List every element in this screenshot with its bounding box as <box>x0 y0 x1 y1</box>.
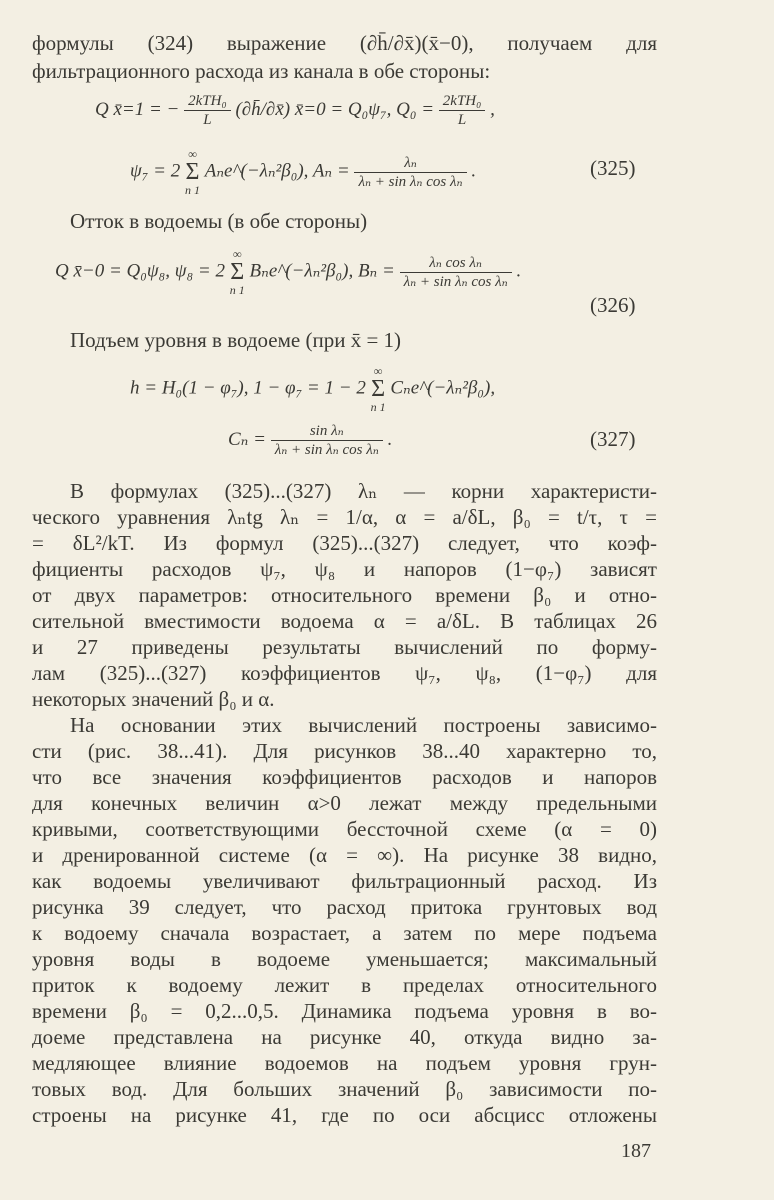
equation-h <box>130 365 495 413</box>
text-line: от двух параметров: относительного времени β₀ и отно- <box>32 583 657 607</box>
fraction <box>439 92 486 129</box>
text-line: кривыми, соответствующими бессточной схеме (α = 0) <box>32 817 657 841</box>
equation-part: Q x̄−0 = Q₀ψ₈, ψ₈ = 2 <box>55 260 226 282</box>
equation-part: Cₙ = <box>228 428 266 450</box>
page-number: 187 <box>621 1140 651 1162</box>
sum-lower-limit: n 1 <box>229 283 245 297</box>
text-line: времени β₀ = 0,2...0,5. Динамика подъема уровня в во- <box>32 999 657 1023</box>
equation-part: h = H₀(1 − φ₇), 1 − φ₇ = 1 − 2 <box>130 377 366 399</box>
sum-upper-limit: ∞ <box>373 364 383 378</box>
text-line: фильтрационного расхода из канала в обе стороны: <box>32 59 491 83</box>
equation-part: Q x̄=1 = − <box>95 98 180 120</box>
text-line: и 27 приведены результаты вычислений по форму- <box>32 635 657 659</box>
text-line: как водоемы увеличивают фильтрационный расход. Из <box>32 869 657 893</box>
sum-symbol: ∞ Σ n 1 <box>370 364 386 414</box>
fraction <box>184 92 231 129</box>
text-line: что все значения коэффициентов расходов и напоров <box>32 765 657 789</box>
fraction <box>271 422 383 459</box>
text-line: лам (325)...(327) коэффициентов ψ₇, ψ₈, (1−φ₇) для <box>32 661 657 685</box>
text-line: и дренированной системе (α = ∞). На рисунке 38 видно, <box>32 843 657 867</box>
fraction-denominator: λₙ + sin λₙ cos λₙ <box>271 440 383 459</box>
sum-symbol: ∞ Σ n 1 <box>229 247 245 297</box>
text-line: строены на рисунке 41, где по оси абсцисс отложены <box>32 1103 657 1127</box>
fraction <box>400 254 512 291</box>
equation-part: Bₙe^(−λₙ²β₀), Bₙ = <box>249 260 395 282</box>
equation-psi7 <box>130 148 476 196</box>
sum-upper-limit: ∞ <box>188 147 197 161</box>
text-line: ческого уравнения λₙtg λₙ = 1/α, α = a/δL, β₀ = t/τ, τ = <box>32 505 657 529</box>
sum-symbol: ∞ Σ n 1 <box>184 147 200 197</box>
fraction-denominator: L <box>184 110 231 129</box>
equation-psi8 <box>55 248 521 296</box>
text-line: рисунка 39 следует, что расход притока грунтовых вод <box>32 895 657 919</box>
text-line: формулы (324) выражение (∂h̄/∂x̄)(x̄−0), получаем для <box>32 31 657 55</box>
text-line: для конечных величин α>0 лежат между предельными <box>32 791 657 815</box>
text-line: В формулах (325)...(327) λₙ — корни характеристи- <box>70 479 657 503</box>
equation-number: (327) <box>590 427 636 451</box>
fraction-numerator: sin λₙ <box>309 423 344 439</box>
text-line: уровня воды в водоеме уменьшается; максимальный <box>32 947 657 971</box>
fraction-numerator: λₙ cos λₙ <box>429 254 482 271</box>
equation-number: (325) <box>590 156 636 180</box>
text-line: = δL²/kT. Из формул (325)...(327) следует, что коэф- <box>32 531 657 555</box>
sum-upper-limit: ∞ <box>232 247 242 261</box>
text-line: медляющее влияние водоемов на подъем уровня грун- <box>32 1051 657 1075</box>
equation-part: . <box>387 428 393 450</box>
fraction-denominator: L <box>439 110 486 129</box>
equation-number: (326) <box>590 293 636 317</box>
text-line: доеме представлена на рисунке 40, откуда видно за- <box>32 1025 657 1049</box>
equation-part: Aₙe^(−λₙ²β₀), Aₙ = <box>204 160 350 182</box>
text-line: Отток в водоемы (в обе стороны) <box>70 209 368 233</box>
text-line: сительной вместимости водоема α = a/δL. В таблицах 26 <box>32 609 657 633</box>
equation-part: . <box>516 260 522 282</box>
text-line: некоторых значений β₀ и α. <box>32 687 275 711</box>
equation-part: (∂h̄/∂x̄) x̄=0 = Q₀ψ₇, Q₀ = <box>235 98 435 120</box>
equation-part: . <box>471 160 477 182</box>
text-line: приток к водоему лежит в пределах относительного <box>32 973 657 997</box>
text-line: Подъем уровня в водоеме (при x̄ = 1) <box>70 328 402 352</box>
text-line: к водоему сначала возрастает, а затем по мере подъема <box>32 921 657 945</box>
equation-cn <box>228 422 392 459</box>
equation-part: Cₙe^(−λₙ²β₀), <box>390 377 496 399</box>
text-line: сти (рис. 38...41). Для рисунков 38...40 характерно то, <box>32 739 657 763</box>
text-line: На основании этих вычислений построены зависимо- <box>70 713 657 737</box>
fraction-numerator: 2kTH₀ <box>442 93 482 109</box>
fraction-numerator: λₙ <box>404 154 417 171</box>
sum-lower-limit: n 1 <box>370 400 386 414</box>
fraction <box>354 154 466 191</box>
equation-part: , <box>490 98 495 120</box>
fraction-denominator: λₙ + sin λₙ cos λₙ <box>400 272 512 291</box>
equation-part: ψ₇ = 2 <box>130 160 181 182</box>
sum-lower-limit: n 1 <box>184 183 200 197</box>
fraction-denominator: λₙ + sin λₙ cos λₙ <box>354 172 466 191</box>
fraction-numerator: 2kTH₀ <box>188 93 227 109</box>
text-line: фициенты расходов ψ₇, ψ₈ и напоров (1−φ₇) зависят <box>32 557 657 581</box>
text-line: товых вод. Для больших значений β₀ зависимости по- <box>32 1077 657 1101</box>
equation-q-channel <box>95 92 495 129</box>
